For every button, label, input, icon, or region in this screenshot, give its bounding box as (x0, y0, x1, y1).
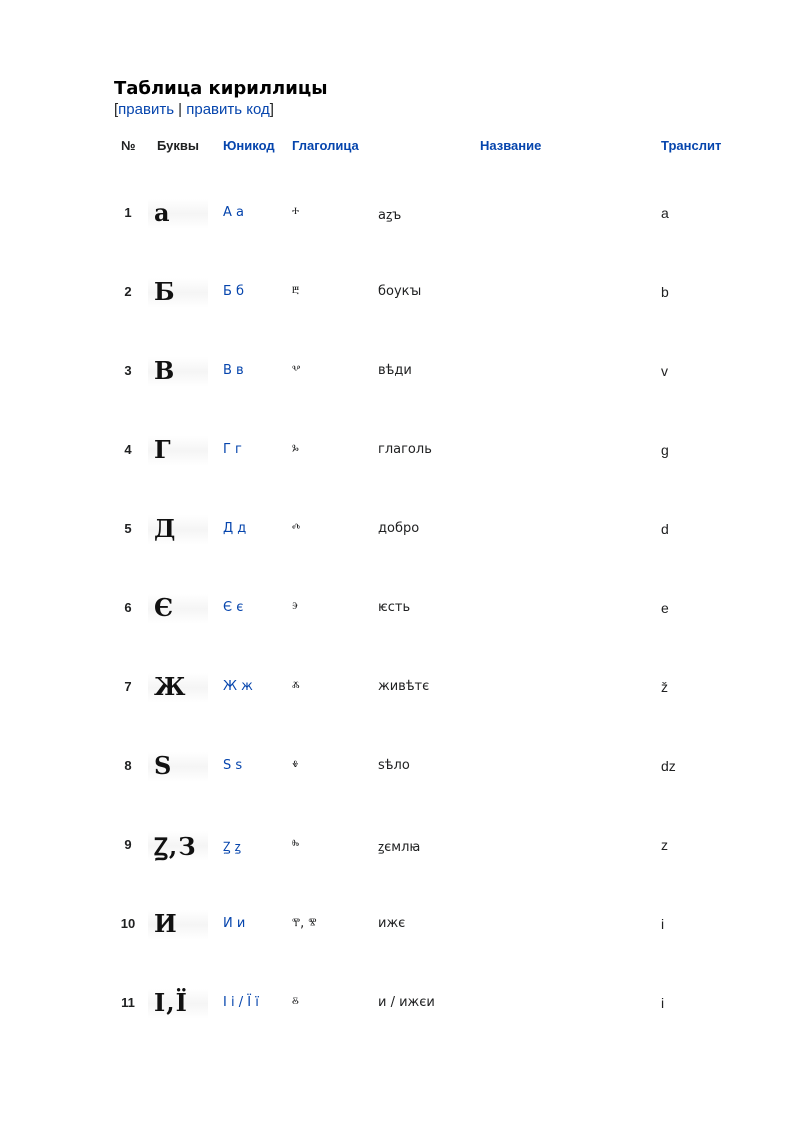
transliteration: z (661, 837, 668, 853)
glagolitic-letter: ⰷ (292, 758, 299, 773)
letter-image (148, 515, 208, 545)
letter-name: глаголь (378, 442, 432, 457)
unicode-link[interactable]: Б б (223, 284, 245, 299)
letter-image-glyph: В (154, 356, 176, 385)
edit-links (114, 101, 274, 118)
glagolitic-letter: ⰰ (292, 205, 300, 220)
table-row (0, 989, 800, 1019)
letter-image-glyph: Ꙁ,З (154, 832, 197, 861)
unicode-link[interactable]: Д д (223, 521, 247, 536)
letter-image (148, 673, 208, 703)
unicode-link[interactable]: Ꙁ ꙁ (223, 840, 241, 855)
letter-image (148, 436, 208, 466)
row-number: 2 (124, 284, 132, 299)
table-row (0, 594, 800, 624)
glagolitic-letter: ⰻ (292, 995, 299, 1010)
glagolitic-letter: ⰱ (292, 284, 300, 299)
glagolitic-letter: ⰵ (292, 600, 299, 615)
row-number: 11 (121, 995, 135, 1010)
edit-link[interactable]: править (118, 101, 175, 118)
letter-name: ѥсть (378, 600, 411, 615)
unicode-link[interactable]: Ж ж (223, 679, 253, 694)
glagolitic-letter: ⰴ (292, 521, 301, 536)
unicode-link[interactable]: Ѕ ѕ (223, 758, 243, 773)
unicode-link[interactable]: В в (223, 363, 244, 378)
letter-image (148, 989, 208, 1019)
letter-image-glyph: І,Ї (154, 988, 188, 1017)
table-header (0, 138, 800, 158)
letter-name: ѕѣло (378, 758, 410, 773)
unicode-link[interactable]: И и (223, 916, 246, 931)
table-row (0, 673, 800, 703)
letter-image (148, 594, 208, 624)
column-header-number: № (121, 138, 136, 153)
letter-image-glyph: Ѕ (154, 751, 173, 780)
unicode-link[interactable]: І і / Ї ї (223, 995, 259, 1010)
column-header-name[interactable]: Название (480, 138, 542, 153)
letter-name: ижє (378, 916, 406, 931)
bracket-open: [ (114, 101, 119, 118)
glagolitic-letter: ⰲ (292, 363, 301, 378)
row-number: 1 (124, 205, 132, 220)
transliteration: e (661, 600, 669, 616)
row-number: 4 (124, 442, 132, 457)
letter-name: добро (378, 521, 420, 536)
transliteration: i (661, 916, 665, 932)
edit-code-link[interactable]: править код (186, 101, 270, 118)
letter-image-glyph: Ж (154, 672, 187, 701)
transliteration: b (661, 284, 669, 300)
unicode-link[interactable]: Є є (223, 600, 244, 615)
letter-image-glyph: Д (154, 514, 177, 543)
transliteration: v (661, 363, 668, 379)
column-header-letters: Буквы (157, 138, 200, 153)
row-number: 6 (124, 600, 132, 615)
letter-image (148, 199, 208, 229)
letter-image-glyph: И (154, 909, 178, 938)
table-row (0, 436, 800, 466)
letter-name: и / ижєи (378, 995, 435, 1010)
glagolitic-letter: ⰳ (292, 442, 299, 457)
glagolitic-letter: ⰸ (292, 837, 300, 852)
row-number: 9 (124, 837, 132, 852)
bracket-close: ] (269, 101, 274, 118)
letter-image (148, 752, 208, 782)
transliteration: ž (661, 679, 668, 695)
letter-image-glyph: Є (154, 593, 175, 622)
row-number: 10 (120, 916, 136, 931)
letter-image (148, 910, 208, 940)
table-row (0, 515, 800, 545)
row-number: 3 (124, 363, 132, 378)
letter-image-glyph: Б (154, 277, 176, 306)
table-row (0, 357, 800, 387)
table-row (0, 831, 800, 861)
column-header-glagolitic[interactable]: Глаголица (292, 138, 359, 153)
edit-links-separator: | (174, 101, 187, 118)
column-header-translit[interactable]: Транслит (661, 138, 722, 153)
page-title: Таблица кириллицы (114, 78, 328, 99)
row-number: 7 (124, 679, 132, 694)
letter-image (148, 831, 208, 861)
transliteration: g (661, 442, 669, 458)
letter-image (148, 278, 208, 308)
letter-name: вѣди (378, 363, 412, 378)
row-number: 8 (124, 758, 132, 773)
unicode-link[interactable]: Г г (223, 442, 242, 457)
table-row (0, 278, 800, 308)
glagolitic-letter: ⰶ (292, 679, 300, 694)
table-row (0, 910, 800, 940)
letter-image-glyph: Г (154, 435, 172, 464)
letter-image-glyph: а (154, 198, 171, 227)
row-number: 5 (124, 521, 132, 536)
letter-name: ꙁємлꙗ (378, 840, 421, 855)
table-row (0, 752, 800, 782)
transliteration: dz (661, 758, 676, 774)
transliteration: i (661, 995, 665, 1011)
letter-image (148, 357, 208, 387)
letter-name: живѣтє (378, 679, 430, 694)
transliteration: d (661, 521, 669, 537)
glagolitic-letter: ⰹ, ⰺ (292, 916, 317, 931)
letter-name: аꙁъ (378, 208, 402, 223)
table-row (0, 199, 800, 229)
column-header-unicode[interactable]: Юникод (223, 138, 275, 153)
transliteration: a (661, 205, 669, 221)
unicode-link[interactable]: А а (223, 205, 244, 220)
letter-name: боукꙑ (378, 284, 422, 299)
